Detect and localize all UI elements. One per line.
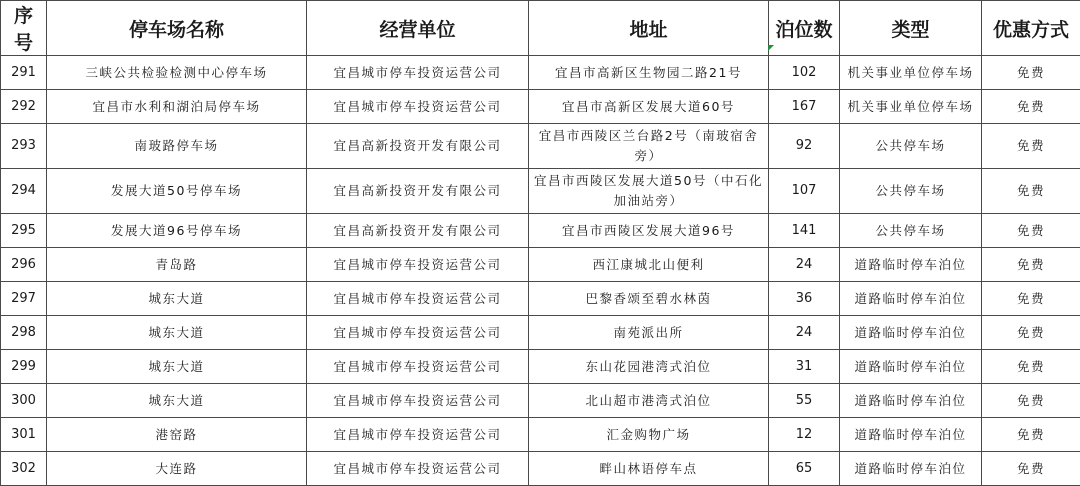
cell-type: 道路临时停车泊位	[840, 452, 982, 486]
cell-parking-lot-name: 城东大道	[47, 384, 307, 418]
header-serial-number: 序号	[1, 1, 47, 56]
cell-space-count: 65	[769, 452, 840, 486]
cell-parking-lot-name: 城东大道	[47, 350, 307, 384]
cell-address: 西江康城北山便利	[529, 248, 769, 282]
cell-operator: 宜昌城市停车投资运营公司	[307, 56, 529, 90]
table-row	[1, 282, 1080, 316]
cell-serial-number: 294	[1, 169, 47, 214]
table-row	[1, 384, 1080, 418]
cell-operator: 宜昌城市停车投资运营公司	[307, 316, 529, 350]
cell-operator: 宜昌城市停车投资运营公司	[307, 248, 529, 282]
cell-discount: 免费	[982, 384, 1080, 418]
table-row	[1, 169, 1080, 214]
cell-type: 机关事业单位停车场	[840, 90, 982, 124]
cell-serial-number: 297	[1, 282, 47, 316]
table-row	[1, 248, 1080, 282]
cell-type: 道路临时停车泊位	[840, 282, 982, 316]
cell-operator: 宜昌高新投资开发有限公司	[307, 214, 529, 248]
cell-type: 公共停车场	[840, 169, 982, 214]
cell-space-count: 36	[769, 282, 840, 316]
table-row	[1, 350, 1080, 384]
cell-comment-indicator	[768, 45, 774, 51]
cell-discount: 免费	[982, 56, 1080, 90]
cell-address: 宜昌市高新区生物园二路21号	[529, 56, 769, 90]
table-row	[1, 418, 1080, 452]
table-row	[1, 214, 1080, 248]
cell-operator: 宜昌城市停车投资运营公司	[307, 282, 529, 316]
cell-parking-lot-name: 港窑路	[47, 418, 307, 452]
cell-parking-lot-name: 南玻路停车场	[47, 124, 307, 169]
header-address: 地址	[529, 1, 769, 56]
cell-type: 道路临时停车泊位	[840, 350, 982, 384]
table-row	[1, 124, 1080, 169]
cell-operator: 宜昌高新投资开发有限公司	[307, 124, 529, 169]
cell-address: 汇金购物广场	[529, 418, 769, 452]
cell-space-count: 102	[769, 56, 840, 90]
cell-serial-number: 292	[1, 90, 47, 124]
cell-parking-lot-name: 城东大道	[47, 316, 307, 350]
cell-type: 道路临时停车泊位	[840, 384, 982, 418]
cell-serial-number: 291	[1, 56, 47, 90]
cell-discount: 免费	[982, 316, 1080, 350]
cell-address: 北山超市港湾式泊位	[529, 384, 769, 418]
cell-address: 巴黎香颂至碧水林茵	[529, 282, 769, 316]
header-operator: 经营单位	[307, 1, 529, 56]
cell-space-count: 55	[769, 384, 840, 418]
cell-address: 宜昌市高新区发展大道60号	[529, 90, 769, 124]
cell-type: 公共停车场	[840, 214, 982, 248]
cell-operator: 宜昌城市停车投资运营公司	[307, 90, 529, 124]
cell-address: 南苑派出所	[529, 316, 769, 350]
cell-parking-lot-name: 发展大道50号停车场	[47, 169, 307, 214]
cell-space-count: 12	[769, 418, 840, 452]
table-row	[1, 56, 1080, 90]
cell-operator: 宜昌城市停车投资运营公司	[307, 418, 529, 452]
header-parking-lot-name: 停车场名称	[47, 1, 307, 56]
cell-space-count: 141	[769, 214, 840, 248]
cell-discount: 免费	[982, 350, 1080, 384]
cell-operator: 宜昌城市停车投资运营公司	[307, 452, 529, 486]
cell-serial-number: 300	[1, 384, 47, 418]
cell-discount: 免费	[982, 248, 1080, 282]
cell-address: 东山花园港湾式泊位	[529, 350, 769, 384]
cell-parking-lot-name: 大连路	[47, 452, 307, 486]
cell-space-count: 31	[769, 350, 840, 384]
cell-discount: 免费	[982, 282, 1080, 316]
cell-serial-number: 301	[1, 418, 47, 452]
cell-space-count: 167	[769, 90, 840, 124]
cell-serial-number: 296	[1, 248, 47, 282]
cell-type: 道路临时停车泊位	[840, 248, 982, 282]
cell-parking-lot-name: 宜昌市水利和湖泊局停车场	[47, 90, 307, 124]
table-row	[1, 316, 1080, 350]
cell-parking-lot-name: 发展大道96号停车场	[47, 214, 307, 248]
header-row	[1, 1, 1080, 56]
cell-serial-number: 302	[1, 452, 47, 486]
cell-serial-number: 298	[1, 316, 47, 350]
cell-discount: 免费	[982, 418, 1080, 452]
cell-type: 机关事业单位停车场	[840, 56, 982, 90]
cell-operator: 宜昌城市停车投资运营公司	[307, 350, 529, 384]
cell-serial-number: 299	[1, 350, 47, 384]
cell-operator: 宜昌高新投资开发有限公司	[307, 169, 529, 214]
cell-address: 宜昌市西陵区发展大道96号	[529, 214, 769, 248]
cell-parking-lot-name: 青岛路	[47, 248, 307, 282]
cell-discount: 免费	[982, 452, 1080, 486]
cell-serial-number: 295	[1, 214, 47, 248]
cell-parking-lot-name: 城东大道	[47, 282, 307, 316]
cell-space-count: 92	[769, 124, 840, 169]
cell-type: 道路临时停车泊位	[840, 418, 982, 452]
cell-discount: 免费	[982, 169, 1080, 214]
header-space-count: 泊位数	[769, 1, 840, 56]
cell-operator: 宜昌城市停车投资运营公司	[307, 384, 529, 418]
cell-address: 宜昌市西陵区发展大道50号（中石化加油站旁）	[529, 169, 769, 214]
cell-discount: 免费	[982, 90, 1080, 124]
cell-space-count: 24	[769, 316, 840, 350]
table-row	[1, 90, 1080, 124]
cell-type: 公共停车场	[840, 124, 982, 169]
cell-address: 宜昌市西陵区兰台路2号（南玻宿舍旁）	[529, 124, 769, 169]
cell-parking-lot-name: 三峡公共检验检测中心停车场	[47, 56, 307, 90]
cell-address: 畔山林语停车点	[529, 452, 769, 486]
header-discount: 优惠方式	[982, 1, 1080, 56]
cell-discount: 免费	[982, 214, 1080, 248]
header-type: 类型	[840, 1, 982, 56]
cell-type: 道路临时停车泊位	[840, 316, 982, 350]
cell-serial-number: 293	[1, 124, 47, 169]
table-row	[1, 452, 1080, 486]
cell-discount: 免费	[982, 124, 1080, 169]
cell-space-count: 107	[769, 169, 840, 214]
cell-space-count: 24	[769, 248, 840, 282]
